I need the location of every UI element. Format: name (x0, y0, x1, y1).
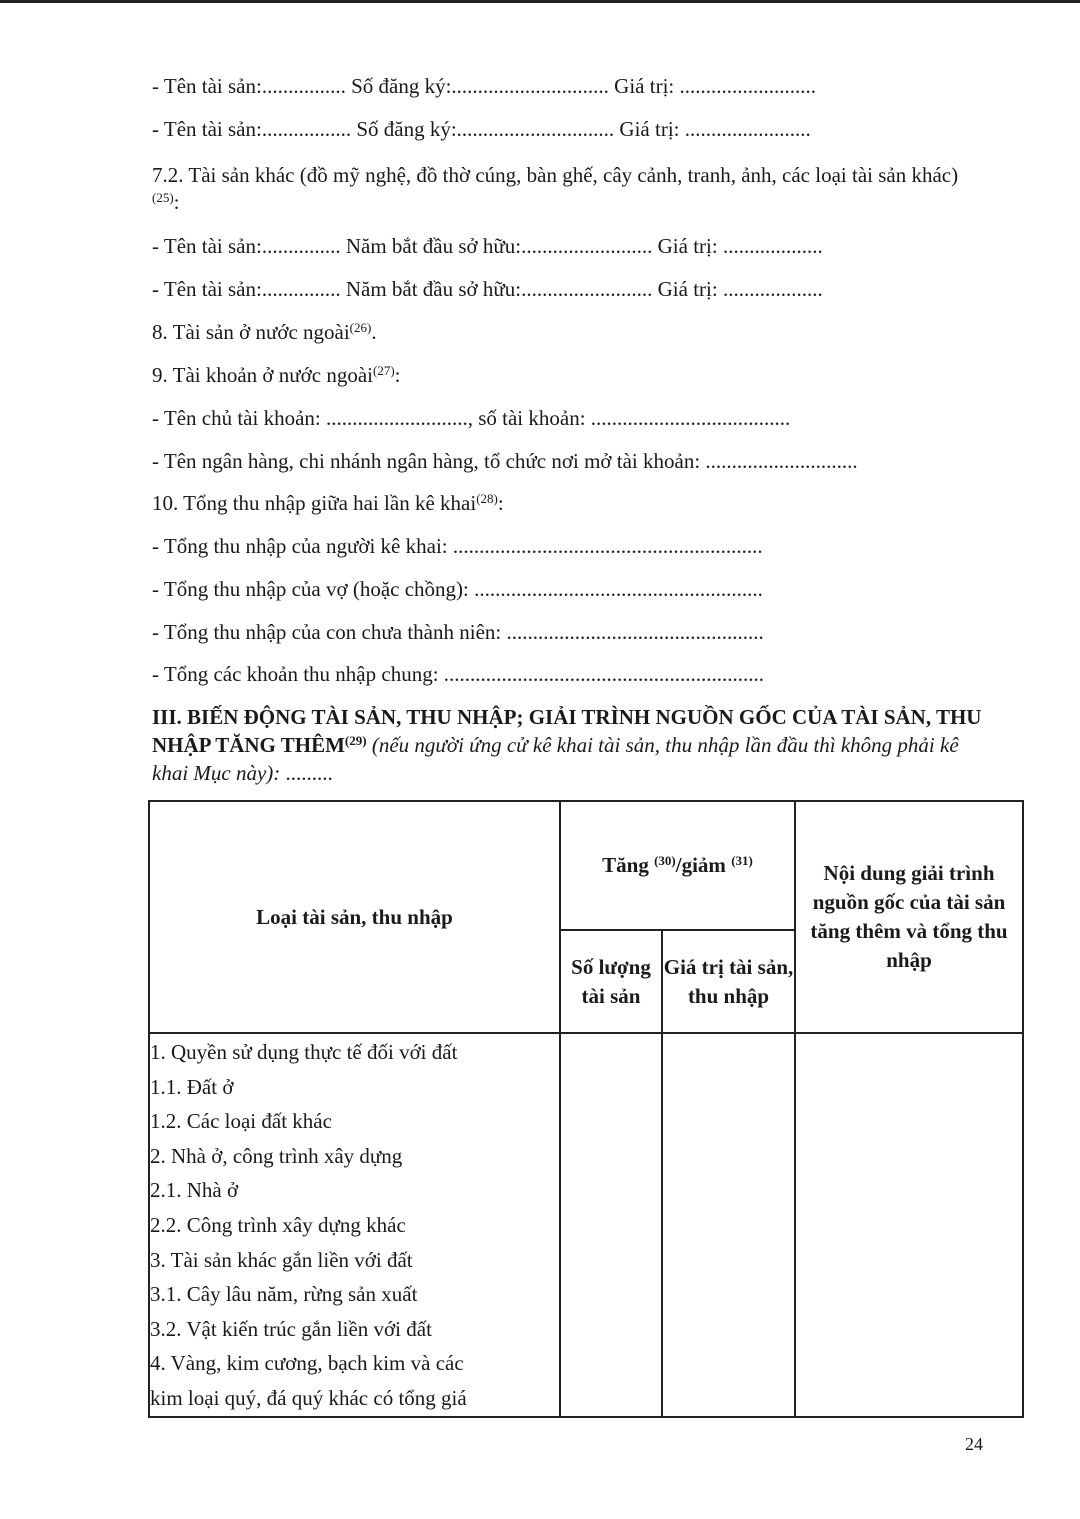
list-item: 3.2. Vật kiến trúc gắn liền với đất (150, 1316, 432, 1341)
footnote-29: (29) (344, 733, 367, 748)
section-7-2-heading (152, 162, 976, 216)
page-top-border (0, 0, 1080, 3)
footnote-26: (26) (349, 320, 372, 335)
list-item: kim loại quý, đá quý khác có tổng giá (150, 1385, 467, 1410)
other-asset-line-2: - Tên tài sản:............... Năm bắt đầu sở hữu:......................... Giá trị: ................... (152, 277, 823, 301)
foreign-account-line-2: - Tên ngân hàng, chi nhánh ngân hàng, tổ chức nơi mở tài khoản: ............................. (152, 449, 858, 473)
list-item: 1. Quyền sử dụng thực tế đối với đất (150, 1040, 458, 1064)
footnote-30: (30) (654, 853, 676, 868)
section-10-suffix: : (497, 491, 504, 515)
col-header-type: Loại tài sản, thu nhập (149, 801, 560, 1033)
section-7-2-suffix: : (173, 190, 180, 214)
income-line-1: - Tổng thu nhập của người kê khai: ........................................................... (152, 534, 763, 558)
income-line-3: - Tổng thu nhập của con chưa thành niên: ................................................. (152, 620, 764, 644)
col-header-change (560, 801, 795, 930)
explain-cell (795, 1033, 1023, 1417)
footnote-31: (31) (731, 853, 753, 868)
section-8-text: 8. Tài sản ở nước ngoài (152, 320, 350, 344)
footnote-28: (28) (476, 491, 498, 506)
change-decrease-label: /giảm (675, 853, 732, 877)
section-III-title: III. BIẾN ĐỘNG TÀI SẢN, THU NHẬP; GIẢI TRÌNH NGUỒN GỐC CỦA TÀI SẢN, THU NHẬP TĂNG THÊM (152, 705, 982, 757)
section-8-suffix: . (371, 320, 377, 344)
foreign-account-line-1: - Tên chủ tài khoản: ..........................., số tài khoản: ...................................... (152, 406, 791, 430)
section-9-suffix: : (394, 363, 401, 387)
col-header-quantity: Số lượng tài sản (560, 930, 662, 1033)
section-10-heading (152, 490, 976, 516)
section-8-heading (152, 319, 976, 345)
asset-change-table (148, 800, 1024, 1418)
page-number: 24 (965, 1434, 983, 1454)
list-item: 1.2. Các loại đất khác (150, 1109, 332, 1134)
footnote-25: (25) (152, 190, 174, 205)
section-10-text: 10. Tổng thu nhập giữa hai lần kê khai (152, 491, 477, 515)
section-III-note: (nếu người ứng cử kê khai tài sản, thu nhập lần đầu thì không phải kê khai Mục này): (152, 733, 959, 785)
change-increase-label: Tăng (602, 853, 655, 877)
list-item: 4. Vàng, kim cương, bạch kim và các (150, 1351, 464, 1376)
list-item: 2.1. Nhà ở (150, 1178, 239, 1203)
section-9-text: 9. Tài khoản ở nước ngoài (152, 363, 373, 387)
section-III-dots: ......... (280, 761, 333, 785)
section-7-2-text: 7.2. Tài sản khác (đồ mỹ nghệ, đồ thờ cúng, bàn ghế, cây cảnh, tranh, ảnh, các loại tài sản khác) (152, 163, 959, 187)
value-cell (662, 1033, 795, 1417)
col-header-explain: Nội dung giải trình nguồn gốc của tài sản tăng thêm và tổng thu nhập (795, 801, 1023, 1033)
list-item: 2.2. Công trình xây dựng khác (150, 1212, 406, 1237)
list-item: 1.1. Đất ở (150, 1074, 234, 1099)
asset-line-1: - Tên tài sản:................ Số đăng ký:.............................. Giá trị: .......................... (152, 74, 816, 98)
income-line-4: - Tổng các khoản thu nhập chung: ............................................................. (152, 662, 765, 686)
footnote-27: (27) (373, 363, 395, 378)
quantity-cell (560, 1033, 662, 1417)
income-line-2: - Tổng thu nhập của vợ (hoặc chồng): ....................................................... (152, 577, 763, 601)
list-item: 3. Tài sản khác gắn liền với đất (150, 1247, 413, 1272)
section-III-heading (152, 703, 982, 787)
section-9-heading (152, 362, 976, 388)
asset-line-2: - Tên tài sản:................. Số đăng ký:.............................. Giá trị: ........................ (152, 117, 811, 141)
list-item: 3.1. Cây lâu năm, rừng sản xuất (150, 1282, 418, 1307)
asset-items-cell (149, 1033, 560, 1417)
other-asset-line-1: - Tên tài sản:............... Năm bắt đầu sở hữu:......................... Giá trị: ................... (152, 234, 823, 258)
list-item: 2. Nhà ở, công trình xây dựng (150, 1143, 403, 1168)
col-header-value: Giá trị tài sản, thu nhập (662, 930, 795, 1033)
